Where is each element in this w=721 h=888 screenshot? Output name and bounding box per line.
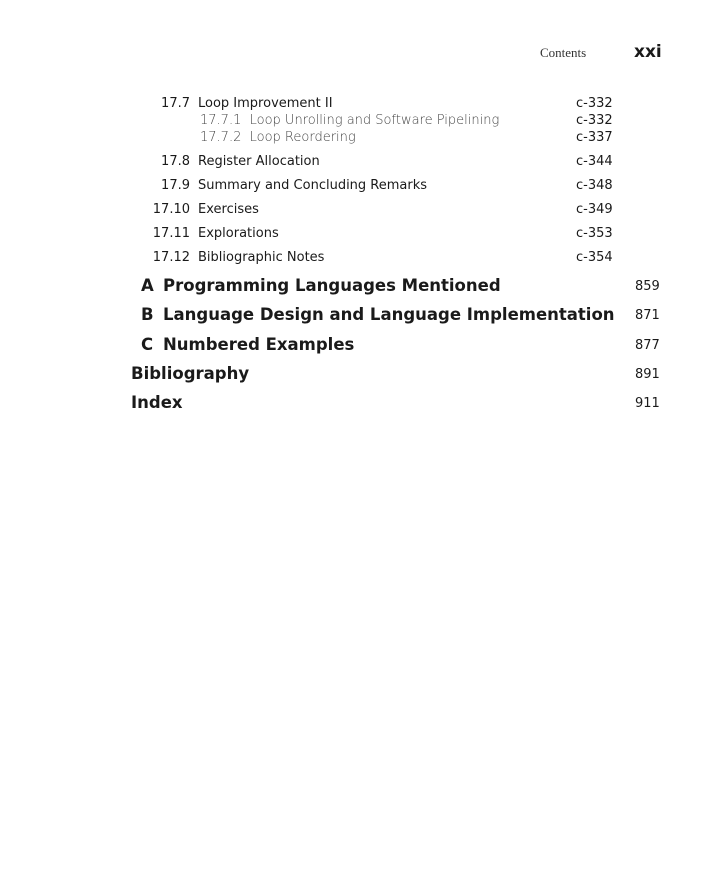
section-number: 17.9: [161, 178, 190, 193]
appendix-page: 877: [635, 338, 660, 353]
section-title: Register Allocation: [198, 154, 320, 169]
section-number: 17.7: [161, 96, 190, 111]
subsection-number: 17.7.1: [200, 113, 242, 128]
section-page: c-344: [576, 154, 613, 169]
toc-subentry-17-7-2[interactable]: [200, 130, 356, 145]
subsection-number: 17.7.2: [200, 130, 242, 145]
section-page: c-353: [576, 226, 613, 241]
appendix-letter: A: [141, 276, 154, 295]
index-page: 911: [635, 396, 660, 411]
bibliography-page: 891: [635, 367, 660, 382]
section-page: c-332: [576, 96, 613, 111]
section-title: Exercises: [198, 202, 259, 217]
appendix-page: 871: [635, 308, 660, 323]
section-number: 17.11: [152, 226, 190, 241]
section-number: 17.8: [161, 154, 190, 169]
toc-index[interactable]: Index: [131, 393, 183, 412]
section-number: 17.10: [152, 202, 190, 217]
subsection-title: Loop Reordering: [249, 130, 356, 145]
section-page: c-349: [576, 202, 613, 217]
running-header-label: Contents: [540, 45, 587, 60]
subsection-title: Loop Unrolling and Software Pipelining: [249, 113, 500, 128]
section-page: c-354: [576, 250, 613, 265]
appendix-title: Numbered Examples: [163, 335, 355, 354]
section-title: Explorations: [198, 226, 279, 241]
appendix-letter: B: [141, 305, 154, 324]
appendix-page: 859: [635, 279, 660, 294]
toc-subentry-17-7-1[interactable]: [200, 113, 499, 128]
section-title: Summary and Concluding Remarks: [198, 178, 428, 193]
section-title: Loop Improvement II: [198, 96, 333, 111]
appendix-title: Programming Languages Mentioned: [163, 276, 501, 295]
subsection-page: c-332: [576, 113, 613, 128]
page-number: xxi: [634, 42, 662, 62]
toc-bibliography[interactable]: Bibliography: [131, 364, 250, 383]
appendix-letter: C: [141, 335, 154, 354]
subsection-page: c-337: [576, 130, 613, 145]
appendix-title: Language Design and Language Implementation: [163, 305, 615, 324]
section-page: c-348: [576, 178, 613, 193]
section-title: Bibliographic Notes: [198, 250, 325, 265]
section-number: 17.12: [152, 250, 190, 265]
